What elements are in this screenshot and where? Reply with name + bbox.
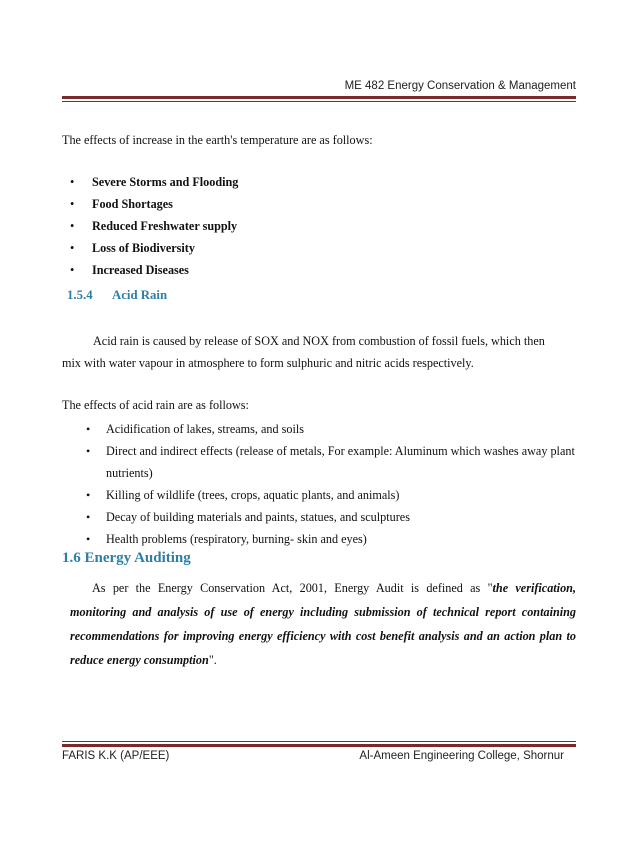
- bullet-icon: •: [86, 422, 91, 436]
- list-item: • Severe Storms and Flooding: [70, 175, 239, 189]
- acid-rain-paragraph-line-2: mix with water vapour in atmosphere to form sulphuric and nitric acids respectively.: [62, 356, 474, 370]
- list-item: • Food Shortages: [70, 197, 173, 211]
- list-item: • Acidification of lakes, streams, and soils: [86, 418, 576, 440]
- bullet-icon: •: [86, 444, 91, 458]
- energy-audit-paragraph: [70, 576, 576, 672]
- header-rule-thin: [62, 101, 576, 102]
- bullet-icon: •: [70, 263, 75, 277]
- list-item: • Decay of building materials and paints, statues, and sculptures: [86, 506, 576, 528]
- bullet-icon: •: [70, 241, 75, 255]
- footer-author: FARIS K.K (AP/EEE): [62, 750, 170, 762]
- intro-text: The effects of increase in the earth's temperature are as follows:: [62, 133, 373, 147]
- list-item: • Killing of wildlife (trees, crops, aquatic plants, and animals): [86, 484, 576, 506]
- audit-lead: As per the Energy Conservation Act, 2001, Energy Audit is defined as ": [92, 581, 493, 595]
- section-title: Acid Rain: [112, 288, 168, 302]
- header-title: ME 482 Energy Conservation & Management: [344, 80, 576, 92]
- bullet-icon: •: [70, 175, 75, 189]
- bullet-icon: •: [86, 488, 91, 502]
- section-heading-energy-auditing: 1.6 Energy Auditing: [62, 550, 191, 566]
- list-item: • Health problems (respiratory, burning- skin and eyes): [86, 528, 576, 550]
- footer-rule-thin: [62, 741, 576, 742]
- list-item: • Increased Diseases: [70, 263, 189, 277]
- bullet-icon: •: [86, 532, 91, 546]
- section-number: 1.5.4: [67, 288, 93, 302]
- bullet-icon: •: [70, 197, 75, 211]
- acid-effects-intro: The effects of acid rain are as follows:: [62, 398, 249, 412]
- list-item: • Loss of Biodiversity: [70, 241, 195, 255]
- bullet-icon: •: [86, 510, 91, 524]
- audit-definition: the verification, monitoring and analysis of use of energy including submission of technical report containing recommendations for improving energy efficiency with cost benefit analysis and an action plan to reduce energy consumption: [70, 581, 576, 667]
- section-heading-acid-rain: [67, 288, 167, 303]
- bullet-icon: •: [70, 219, 75, 233]
- footer-institution: Al-Ameen Engineering College, Shornur: [359, 750, 564, 762]
- list-item: • Reduced Freshwater supply: [70, 219, 238, 233]
- footer-rule: [62, 744, 576, 747]
- list-item: • Direct and indirect effects (release of metals, For example: Aluminum which washes away plant nutrients): [86, 440, 576, 484]
- acid-effects-list: [86, 418, 576, 550]
- acid-rain-paragraph-line-1: Acid rain is caused by release of SOX and NOX from combustion of fossil fuels, which then: [93, 334, 545, 348]
- audit-tail: ".: [208, 653, 217, 667]
- temperature-effects-list: [70, 174, 238, 284]
- header-rule: [62, 96, 576, 99]
